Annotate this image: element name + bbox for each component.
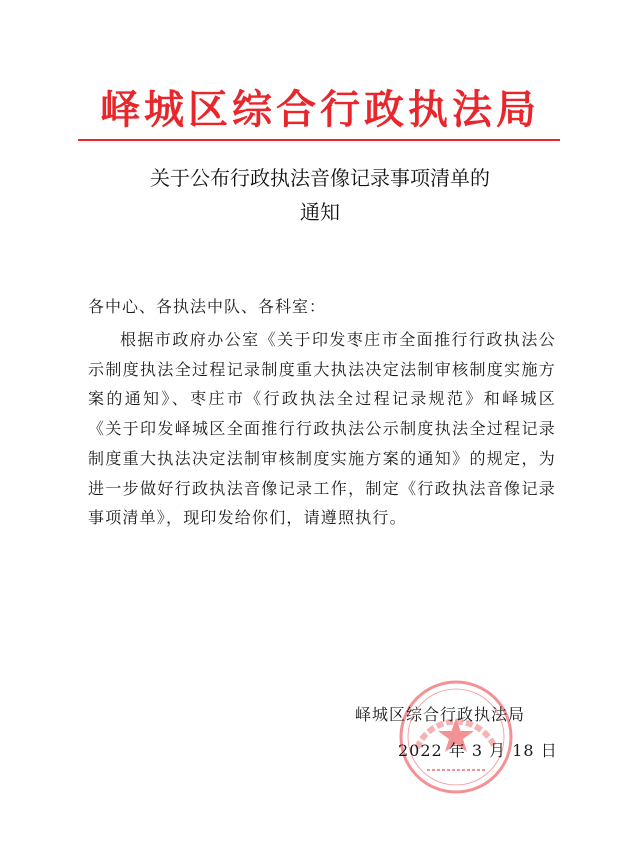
signature-org: 峄城区综合行政执法局 <box>355 705 526 724</box>
document-title-line-1: 关于公布行政执法音像记录事项清单的 <box>150 166 490 190</box>
red-header-rule <box>78 139 560 141</box>
salutation: 各中心、各执法中队、各科室： <box>88 297 327 316</box>
signature-date: 2022 年 3 月 18 日 <box>398 741 558 760</box>
official-seal-stamp <box>397 678 515 796</box>
issuing-org-header: 峄城区综合行政执法局 <box>100 86 540 133</box>
body-paragraph: 根据市政府办公室《关于印发枣庄市全面推行行政执法公示制度执法全过程记录制度重大执法决定法制审核制度实施方案的通知》、枣庄市《行政执法全过程记录规范》和峄城区《关于印发峄城区全面推行行政执法公示制度执法全过程记录制度重大执法决定法制审核制度实施方案的通知》的规定，为进一步做好行政执法音像记录工作，制定《行政执法音像记录事项清单》，现印发给你们，请遵照执行。 <box>88 330 556 528</box>
document-title-line-2: 通知 <box>300 200 340 224</box>
